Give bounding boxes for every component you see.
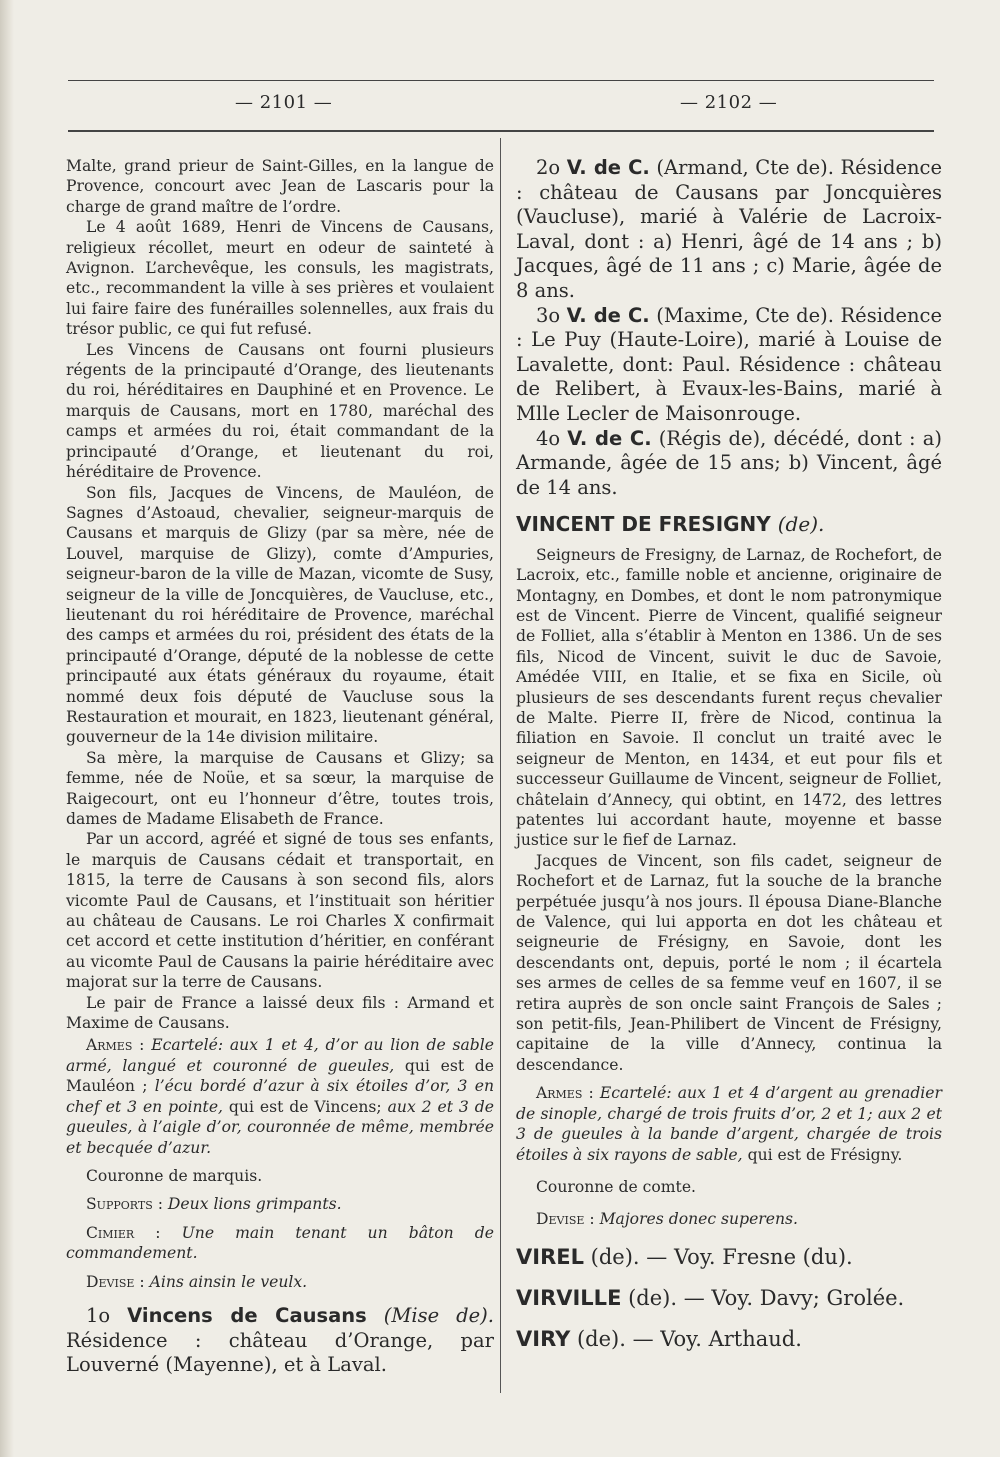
left-arms-blazon: Armes : Ecartelé: aux 1 et 4, d’or au lion de sable armé, langué et couronné de gueules, qui est de Mauléon ; l’écu bordé d’azur à six étoiles d’or, 3 en chef et 3 en pointe, qui est de Vincens; aux 2 et 3 de gueules, à l’aigle d’or, couronnée de même, membrée et becquée d’azur.: [66, 1036, 494, 1157]
header-rule: [68, 130, 934, 132]
left-paragraph: Son fils, Jacques de Vincens, de Mauléon, de Sagnes d’Astoaud, chevalier, seigneur-marquis de Causans et marquis de Glizy (par sa mère, née de Louvel, marquise de Glizy), comte d’Ampuries, seigneur-baron de la ville de Mazan, vicomte de Susy, seigneur de la ville de Joncquières, de Vaucluse, etc., lieutenant du roi héréditaire de Provence, maréchal des camps et armées du roi, président des états de la principauté d’Orange, député de la noblesse de cette principauté aux états généraux du royaume, était nommé deux fois député de Vaucluse sous la Restauration et mourait, en 1823, lieutenant général, gouverneur de la 14e division militaire.: [66, 483, 494, 747]
page-binding-edge: [0, 0, 14, 1457]
right-couronne: Couronne de comte.: [536, 1177, 697, 1196]
left-paragraph: Malte, grand prieur de Saint-Gilles, en la langue de Provence, concourt avec Jean de Lascaris pour la charge de grand maître de l’ordre.: [66, 157, 494, 216]
right-entry-3: 3o V. de C. (Maxime, Cte de). Résidence : Le Puy (Haute-Loire), marié à Louise de Lavalette, dont: Paul. Résidence : château de Relibert, à Evaux-les-Bains, marié à Mlle Lecler de Maisonrouge.: [516, 303, 943, 425]
left-supports: Supports : Deux lions grimpants.: [86, 1195, 342, 1214]
left-devise: Devise : Ains ainsin le veulx.: [86, 1272, 308, 1291]
left-paragraph: Le 4 août 1689, Henri de Vincens de Causans, religieux récollet, meurt en odeur de sainteté à Avignon. L’archevêque, les consuls, les magistrats, etc., recommandent la ville à ses prières et voulaient lui faire faire des funérailles solennelles, aux frais du trésor public, ce qui fut refusé.: [66, 218, 494, 339]
arms-label: Armes :: [86, 1036, 145, 1055]
left-paragraph: Sa mère, la marquise de Causans et Glizy; sa femme, née de Noüe, et sa sœur, la marquise de Raigecourt, ont eu l’honneur d’être, toutes trois, dames de Madame Elisabeth de France.: [66, 748, 494, 828]
left-column: [66, 156, 494, 1378]
left-paragraph: Les Vincens de Causans ont fourni plusieurs régents de la principauté d’Orange, des lieutenants du roi, héréditaires en Dauphiné et en Provence. Le marquis de Causans, mort en 1780, maréchal des camps et armées du roi, était commandant de la principauté d’Orange, et lieutenant du roi, héréditaire de Provence.: [66, 340, 494, 482]
crossref-viry: VIRY (de). — Voy. Arthaud.: [516, 1326, 802, 1351]
left-paragraph: Le pair de France a laissé deux fils : Armand et Maxime de Causans.: [66, 993, 494, 1033]
right-paragraph: Jacques de Vincent, son fils cadet, seigneur de Rochefort et de Larnaz, fut la souche de la branche perpétuée jusqu’à nos jours. Il épousa Diane-Blanche de Valence, qui lui apporta en dot les château et seigneurie de Frésigny, en Savoie, dont les descendants ont, depuis, porté le nom ; il écartela ses armes de celles de sa femme veuf en 1607, il se retira auprès de son oncle saint François de Sales ; son petit-fils, Jean-Philibert de Vincent de Frésigny, capitaine de la ville d’Annecy, continua la descendance.: [516, 851, 942, 1074]
right-entries: [516, 156, 942, 500]
left-cimier: Cimier : Une main tenant un bâton de commandement.: [66, 1223, 494, 1263]
entry-name: Vincens de Causans: [127, 1303, 367, 1327]
right-arms-blazon: Armes : Ecartelé: aux 1 et 4 d’argent au grenadier de sinople, chargé de trois fruits d’or, 2 et 1; aux 2 et 3 de gueules à la bande d’argent, chargée de trois étoiles à six rayons de sable, qui est de Frésigny.: [516, 1084, 942, 1164]
left-couronne: Couronne de marquis.: [86, 1166, 263, 1185]
top-rule: [68, 80, 934, 81]
section-heading: VINCENT DE FRESIGNY (de).: [516, 512, 825, 537]
left-paragraph: Par un accord, agréé et signé de tous ses enfants, le marquis de Causans cédait et transportait, en 1815, la terre de Causans à son second fils, alors vicomte Paul de Causans, et l’instituait son héritier au château de Causans. Le roi Charles X confirmait cet accord et cette institution d’héritier, en conférant au vicomte Paul de Causans la pairie héréditaire avec majorat sur la terre de Causans.: [66, 830, 494, 992]
column-separator: [500, 138, 501, 1393]
page-number-left: — 2101 —: [235, 92, 333, 113]
right-paragraph: Seigneurs de Fresigny, de Larnaz, de Rochefort, de Lacroix, etc., famille noble et ancienne, originaire de Montagny, en Dombes, et dont le nom patronymique est de Vincent. Pierre de Vincent, qualifié seigneur de Folliet, alla s’établir à Menton en 1386. Un de ses fils, Nicod de Vincent, suivit le duc de Savoie, Amédée VIII, en Italie, et se fixa en Sicile, où plusieurs de ses descendants furent reçus chevalier de Malte. Pierre II, frère de Nicod, continua la filiation en Savoie. Il conclut un traité avec le seigneur de Menton, en 1434, et eut pour fils et successeur Guillaume de Vincent, seigneur de Folliet, châtelain d’Annecy, qui obtint, en 1472, des lettres patentes lui accordant haute, moyenne et basse justice sur le fief de Larnaz.: [516, 545, 942, 850]
left-entry-1: 1o Vincens de Causans (Mise de). Résidence : château d’Orange, par Louverné (Mayenne), et à Laval.: [66, 1303, 494, 1377]
right-devise: Devise : Majores donec superens.: [536, 1210, 798, 1229]
right-entry-4: 4o V. de C. (Régis de), décédé, dont : a) Armande, âgée de 15 ans; b) Vincent, âgé de 14 ans.: [516, 426, 943, 499]
right-entry-2: 2o V. de C. (Armand, Cte de). Résidence : château de Causans par Joncquières (Vaucluse), marié à Valérie de Lacroix-Laval, dont : a) Henri, âgé de 14 ans ; b) Jacques, âgé de 11 ans ; c) Marie, âgée de 8 ans.: [516, 156, 943, 302]
page-number-right: — 2102 —: [680, 92, 778, 113]
crossref-virel: VIREL (de). — Voy. Fresne (du).: [516, 1244, 853, 1269]
crossref-virville: VIRVILLE (de). — Voy. Davy; Grolée.: [516, 1285, 905, 1310]
right-column: [516, 156, 942, 1353]
